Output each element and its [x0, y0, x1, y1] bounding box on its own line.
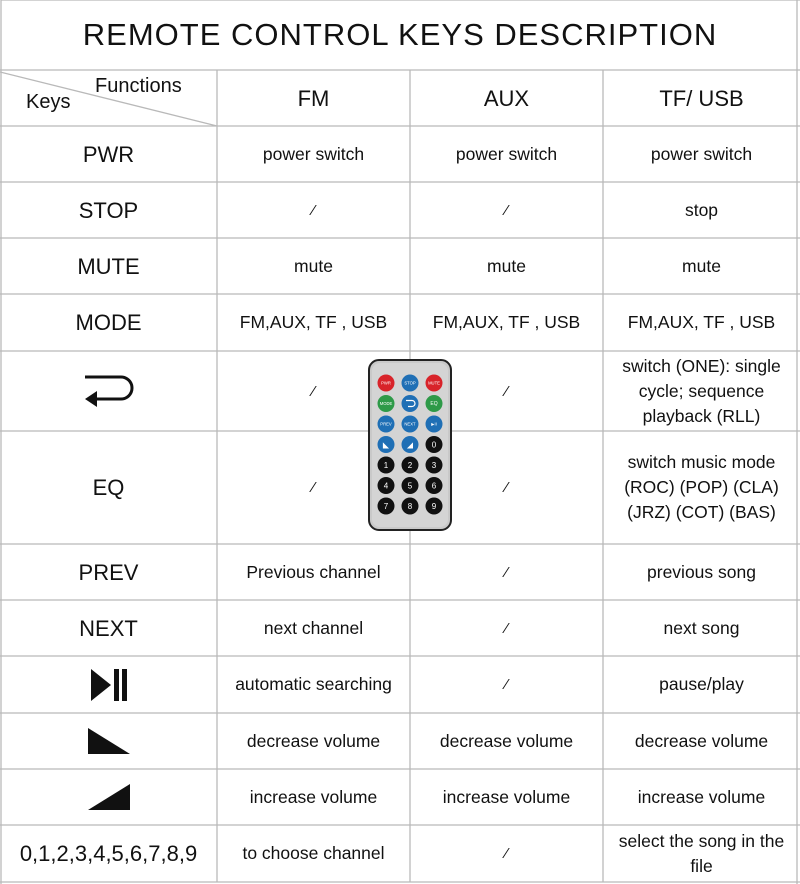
- remote-button-label: STOP: [404, 380, 416, 386]
- key-cell: EQ: [92, 475, 125, 500]
- remote-button-label: NEXT: [404, 421, 416, 427]
- function-cell-tf-usb: next song: [663, 617, 740, 638]
- remote-button: [402, 477, 419, 494]
- key-cell: NEXT: [79, 615, 138, 641]
- function-cell-fm: ⁄: [312, 479, 315, 496]
- function-cell-aux: ⁄: [505, 619, 508, 637]
- remote-button: [402, 416, 419, 433]
- remote-button-label: 8: [407, 501, 413, 511]
- function-cell-fm: ⁄: [312, 382, 315, 400]
- remote-button-label: MUTE: [428, 380, 440, 386]
- remote-button-label: 4: [383, 481, 389, 491]
- remote-button-label: MODE: [379, 401, 393, 407]
- remote-button-label: PREV: [380, 421, 392, 427]
- remote-button: [426, 498, 443, 515]
- function-cell-aux: ⁄: [505, 676, 508, 693]
- remote-button: [426, 375, 443, 392]
- remote-button-label: ▶II: [431, 421, 437, 427]
- function-cell-aux: ⁄: [505, 201, 508, 219]
- function-cell-fm: to choose channel: [242, 843, 385, 863]
- function-cell-tf-usb: FM,AUX, TF , USB: [627, 312, 776, 332]
- remote-button: [402, 436, 419, 453]
- key-cell: [0, 769, 217, 825]
- remote-button: [426, 416, 443, 433]
- column-header-tf-usb: TF/ USB: [659, 85, 744, 111]
- remote-button: [378, 477, 395, 494]
- key-cell: [0, 351, 217, 431]
- key-cell: MUTE: [77, 253, 140, 279]
- remote-button-label: 7: [383, 501, 389, 511]
- column-header-fm: FM: [297, 85, 330, 111]
- function-cell-fm: increase volume: [249, 786, 378, 807]
- remote-button: [402, 395, 419, 412]
- remote-button: [426, 436, 443, 453]
- function-cell-tf-usb: stop: [684, 199, 719, 220]
- remote-button-label: 0: [431, 440, 437, 450]
- key-cell: PWR: [82, 141, 135, 167]
- volume-down-icon: [86, 726, 132, 756]
- remote-button: [426, 457, 443, 474]
- remote-button: [402, 375, 419, 392]
- function-cell-tf-usb: previous song: [647, 561, 756, 582]
- remote-button-label: 6: [431, 481, 437, 491]
- function-cell-fm: power switch: [262, 143, 365, 164]
- function-cell-fm: decrease volume: [246, 730, 381, 751]
- remote-button: [378, 395, 395, 412]
- function-cell-tf-usb: increase volume: [637, 786, 766, 807]
- function-cell-aux: increase volume: [442, 786, 571, 807]
- remote-button: [402, 498, 419, 515]
- function-cell-tf-usb: decrease volume: [634, 730, 769, 751]
- key-cell: [0, 656, 217, 713]
- play-pause-icon: [89, 667, 129, 703]
- key-cell: 0,1,2,3,4,5,6,7,8,9: [19, 841, 198, 866]
- remote-button-label: 9: [431, 501, 437, 511]
- function-cell-aux: ⁄: [505, 382, 508, 400]
- remote-button-label: 2: [407, 460, 413, 470]
- function-cell-tf-usb: pause/play: [659, 674, 744, 694]
- page-title: REMOTE CONTROL KEYS DESCRIPTION: [82, 17, 718, 52]
- column-header-aux: AUX: [483, 85, 530, 111]
- remote-button-label: PWR: [381, 380, 391, 386]
- function-cell-tf-usb: select the song in the file: [618, 830, 785, 876]
- remote-button-label: ◣: [382, 440, 390, 450]
- remote-button: [378, 416, 395, 433]
- remote-button-label: 3: [431, 460, 437, 470]
- remote-button: [402, 457, 419, 474]
- remote-button-label: 5: [407, 481, 413, 491]
- function-cell-tf-usb: power switch: [650, 143, 753, 164]
- function-cell-aux: ⁄: [505, 563, 508, 581]
- remote-button: [378, 457, 395, 474]
- remote-button-label: ◢: [406, 440, 414, 450]
- remote-button-label: 1: [383, 460, 389, 470]
- remote-button: [426, 477, 443, 494]
- function-cell-tf-usb: switch music mode (ROC) (POP) (CLA) (JRZ) (COT) (BAS): [624, 452, 779, 522]
- remote-button-label: EQ: [430, 401, 438, 408]
- key-cell: PREV: [78, 559, 139, 585]
- repeat-icon: [79, 371, 139, 411]
- function-cell-tf-usb: switch (ONE): single cycle; sequence playback (RLL): [622, 355, 781, 426]
- function-cell-aux: decrease volume: [439, 730, 574, 751]
- function-cell-aux: FM,AUX, TF , USB: [432, 312, 581, 332]
- key-cell: MODE: [75, 310, 142, 335]
- remote-button: [426, 395, 443, 412]
- keys-header-label: Keys: [26, 91, 71, 113]
- function-cell-fm: mute: [294, 255, 333, 276]
- function-cell-aux: ⁄: [505, 479, 508, 496]
- function-cell-fm: FM,AUX, TF , USB: [239, 312, 388, 332]
- function-cell-aux: power switch: [455, 143, 558, 164]
- remote-button: [378, 498, 395, 515]
- function-cell-fm: automatic searching: [235, 674, 392, 694]
- function-cell-aux: ⁄: [505, 845, 508, 862]
- remote-control-image: [368, 359, 452, 531]
- function-cell-aux: mute: [487, 255, 526, 276]
- function-cell-fm: Previous channel: [246, 561, 381, 582]
- remote-button: [378, 375, 395, 392]
- volume-up-icon: [86, 782, 132, 812]
- key-cell: [0, 713, 217, 769]
- function-cell-fm: ⁄: [312, 201, 315, 219]
- function-cell-tf-usb: mute: [682, 255, 721, 276]
- remote-button: [378, 436, 395, 453]
- function-cell-fm: next channel: [263, 617, 364, 638]
- functions-header-label: Functions: [95, 75, 182, 97]
- key-cell: STOP: [78, 197, 139, 223]
